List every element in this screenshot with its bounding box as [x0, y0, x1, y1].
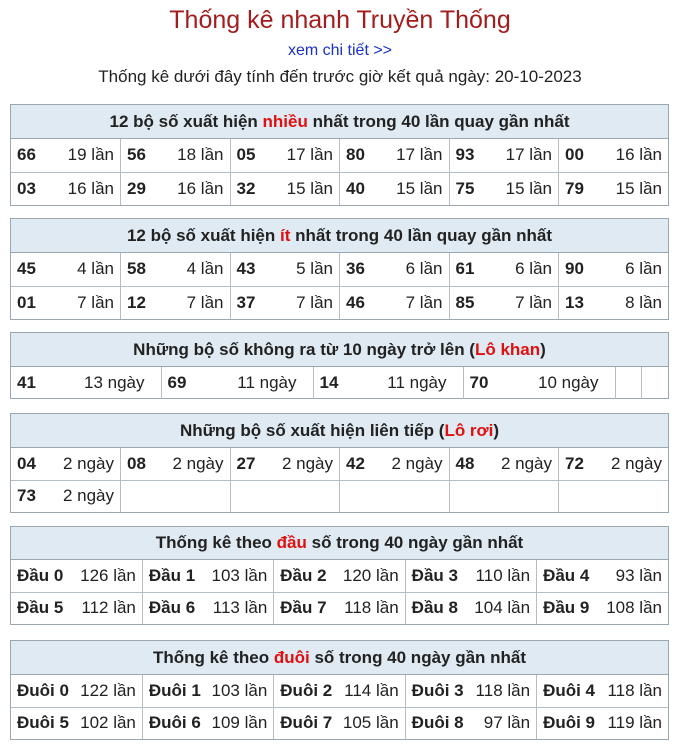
stat-cell-content — [149, 713, 267, 733]
stat-cell-content — [17, 145, 114, 165]
stat-cell — [449, 139, 559, 172]
stat-number: 08 — [127, 453, 146, 473]
header-highlight: ít — [280, 226, 291, 245]
stat-cell — [121, 139, 231, 172]
stat-count: 15 lần — [286, 178, 333, 198]
stat-cell-content — [543, 713, 662, 733]
stat-cell-content — [412, 713, 530, 733]
stat-number: 73 — [17, 486, 36, 506]
stat-cell — [559, 286, 669, 319]
stat-count: 7 lần — [186, 292, 224, 312]
stat-count: 113 lần — [212, 598, 268, 618]
stat-cell-content — [543, 566, 662, 586]
stat-cell — [405, 592, 536, 624]
stat-count: 16 lần — [67, 178, 114, 198]
stat-count: 17 lần — [505, 145, 552, 165]
stat-count: 103 lần — [211, 565, 268, 585]
stat-number: Đầu 0 — [17, 565, 64, 585]
stat-number: Đầu 7 — [280, 598, 327, 618]
header-text: nhất trong 40 lần quay gần nhất — [307, 112, 570, 131]
stat-count: 16 lần — [615, 145, 662, 165]
stats-table — [11, 675, 668, 739]
stat-number: Đuôi 8 — [411, 713, 464, 733]
stat-number: Đuôi 6 — [148, 713, 201, 733]
table-row — [11, 592, 668, 624]
stat-count: 119 lần — [607, 713, 662, 733]
header-text: Thống kê theo — [155, 533, 277, 552]
stat-count: 110 lần — [475, 565, 531, 585]
stat-cell-content — [168, 373, 307, 393]
stat-count: 7 lần — [405, 292, 443, 312]
stat-cell — [449, 172, 559, 205]
stat-cell-content — [17, 293, 114, 313]
stat-count: 13 ngày — [84, 373, 145, 392]
header-text: Thống kê theo — [152, 648, 274, 667]
stat-cell — [142, 675, 273, 707]
stat-number: Đầu 8 — [411, 598, 458, 618]
stat-count: 103 lần — [211, 680, 268, 700]
stat-cell — [559, 139, 669, 172]
dau-section — [10, 526, 669, 625]
stat-count: 118 lần — [607, 680, 662, 700]
table-row — [11, 675, 668, 707]
stat-cell-content — [17, 373, 155, 393]
stat-number: 43 — [236, 259, 256, 279]
stat-cell — [11, 448, 121, 480]
stat-number: Đầu 3 — [411, 565, 458, 585]
stat-cell-content — [237, 179, 334, 199]
stat-number: 13 — [565, 292, 584, 312]
stat-number: Đầu 6 — [148, 598, 196, 618]
duoi-section — [10, 640, 669, 740]
stat-number: 00 — [565, 145, 584, 165]
stat-count: 112 lần — [81, 598, 136, 618]
stat-cell — [11, 675, 142, 707]
section-header — [11, 105, 668, 139]
stat-cell — [537, 675, 668, 707]
section-header — [11, 333, 668, 367]
stat-cell — [537, 707, 668, 739]
stat-cell-content — [346, 145, 443, 165]
stat-cell-content — [17, 598, 136, 618]
stat-count: 7 lần — [515, 292, 552, 312]
stat-count: 17 lần — [286, 145, 333, 165]
stat-cell — [142, 560, 273, 592]
stat-count: 4 lần — [186, 259, 224, 279]
stat-cell-content — [320, 373, 457, 393]
stat-cell — [449, 253, 559, 286]
stat-cell — [274, 675, 405, 707]
stat-cell-content — [456, 179, 553, 199]
stat-cell-content — [280, 713, 398, 733]
page-title: Thống kê nhanh Truyền Thống — [169, 6, 511, 34]
khan-table — [11, 367, 668, 399]
stats-table — [11, 560, 668, 624]
stat-number: 79 — [565, 178, 584, 198]
header-highlight: nhiều — [262, 112, 308, 131]
stat-count: 11 ngày — [387, 373, 447, 392]
stat-cell-content — [346, 454, 443, 474]
stat-number: 41 — [17, 373, 36, 392]
stat-number: 37 — [236, 292, 256, 312]
stat-cell-content — [127, 454, 224, 474]
stat-cell — [11, 172, 121, 205]
stat-cell-content — [17, 259, 114, 279]
stat-cell — [559, 172, 669, 205]
stat-cell — [11, 139, 121, 172]
header-highlight: đuôi — [273, 648, 310, 667]
table-row — [11, 367, 668, 399]
stat-number: 80 — [346, 145, 365, 165]
stat-cell — [230, 253, 340, 286]
stat-count: 6 lần — [515, 259, 552, 279]
stat-cell-content — [456, 454, 553, 474]
stat-number: Đuôi 1 — [148, 680, 201, 700]
stat-cell-content — [237, 293, 334, 313]
stat-cell-content — [17, 566, 136, 586]
stat-cell — [274, 592, 405, 624]
header-text: ) — [493, 421, 500, 440]
stat-count: 97 lần — [483, 713, 531, 733]
stat-number: 75 — [455, 178, 475, 198]
table-row — [11, 139, 668, 172]
stat-cell-content — [412, 566, 530, 586]
stat-number: 27 — [236, 453, 256, 473]
stat-cell — [559, 253, 669, 286]
header-text: ) — [540, 340, 546, 359]
stat-cell — [274, 707, 405, 739]
stat-cell-content — [565, 179, 662, 199]
stat-count: 108 lần — [606, 598, 662, 618]
stat-cell-content — [280, 566, 398, 586]
stat-cell-content — [565, 293, 662, 313]
stat-cell-content — [565, 145, 662, 165]
stat-cell — [405, 675, 536, 707]
stat-cell-content — [127, 293, 224, 313]
stat-cell — [449, 448, 559, 480]
stat-cell — [230, 139, 340, 172]
table-row — [11, 560, 668, 592]
stat-cell-content — [17, 681, 136, 701]
stat-cell — [340, 448, 450, 480]
stat-count: 2 ngày — [500, 453, 552, 473]
stat-cell — [405, 707, 536, 739]
header-text: Những bộ số xuất hiện liên tiếp ( — [179, 421, 445, 440]
stat-cell-content — [237, 259, 334, 279]
table-row — [11, 286, 668, 319]
header-highlight: đầu — [276, 533, 307, 552]
stat-cell — [142, 707, 273, 739]
lo-khan-section — [10, 332, 669, 399]
stat-number: 29 — [127, 178, 146, 198]
stat-cell — [11, 286, 121, 319]
stat-cell-content — [456, 145, 553, 165]
stat-number: 05 — [236, 145, 256, 165]
stat-count: 93 lần — [615, 565, 662, 585]
stat-cell — [230, 172, 340, 205]
stat-number: Đuôi 7 — [280, 713, 333, 733]
stat-cell-content — [127, 145, 224, 165]
stat-count: 104 lần — [474, 598, 531, 618]
stat-cell — [313, 367, 463, 399]
stat-number: 42 — [346, 453, 365, 473]
stat-number: Đuôi 4 — [543, 680, 596, 700]
stat-cell-content — [543, 598, 662, 618]
stat-cell — [121, 172, 231, 205]
stat-count: 2 ngày — [610, 453, 662, 473]
stat-count: 18 lần — [177, 145, 224, 165]
section-header — [11, 219, 668, 253]
table-row — [11, 448, 668, 480]
stat-cell — [537, 592, 668, 624]
stat-number: 01 — [17, 292, 36, 312]
stat-cell — [121, 480, 231, 512]
stat-number: 93 — [455, 145, 475, 165]
header-text: Những bộ số không ra từ 10 ngày trở lên ( — [133, 340, 475, 359]
stat-cell — [559, 480, 669, 512]
stat-count: 126 lần — [80, 565, 136, 585]
stat-cell — [142, 592, 273, 624]
stat-count: 114 lần — [344, 680, 399, 700]
stat-count: 2 ngày — [391, 453, 443, 473]
stat-number: 45 — [17, 259, 36, 279]
stat-cell — [230, 286, 340, 319]
header-text: 12 bộ số xuất hiện — [126, 226, 280, 245]
stat-cell-content — [237, 454, 334, 474]
stat-cell — [11, 480, 121, 512]
stat-cell — [121, 286, 231, 319]
stat-count: 4 lần — [77, 259, 114, 279]
stat-number: 70 — [469, 373, 489, 392]
header-text: số trong 40 ngày gần nhất — [309, 648, 527, 667]
stat-number: 66 — [17, 145, 36, 165]
stat-count: 105 lần — [342, 713, 399, 733]
stat-cell-content — [346, 179, 443, 199]
stat-count: 7 lần — [77, 292, 114, 312]
table-row — [11, 480, 668, 512]
stat-cell — [449, 286, 559, 319]
stat-number: 36 — [346, 259, 365, 279]
stat-number: Đuôi 3 — [411, 680, 464, 700]
stat-count: 2 ngày — [62, 486, 114, 506]
stat-cell — [11, 253, 121, 286]
stat-cell-content — [17, 454, 114, 474]
stat-cell — [161, 367, 313, 399]
stat-count: 6 lần — [625, 259, 662, 279]
stat-count: 120 lần — [342, 565, 399, 585]
stat-count: 118 lần — [475, 680, 531, 700]
stat-cell-content — [470, 373, 609, 393]
stat-number: 12 — [127, 292, 146, 312]
table-row — [11, 253, 668, 286]
stat-cell-content — [346, 293, 443, 313]
stat-count: 15 lần — [505, 178, 552, 198]
stat-cell-content — [149, 566, 267, 586]
stat-cell — [463, 367, 615, 399]
header-highlight: Lô rơi — [444, 421, 494, 440]
stat-cell — [340, 139, 450, 172]
stat-cell — [11, 707, 142, 739]
stat-number: Đầu 2 — [280, 565, 327, 585]
header-text: số trong 40 ngày gần nhất — [306, 533, 524, 552]
stat-cell — [230, 448, 340, 480]
stat-count: 109 lần — [211, 713, 268, 733]
stat-cell — [559, 448, 669, 480]
section-header — [11, 641, 668, 675]
stat-cell — [641, 367, 668, 399]
stat-cell-content — [456, 259, 553, 279]
stat-count: 11 ngày — [237, 373, 297, 392]
stat-cell — [340, 172, 450, 205]
stat-cell-content — [127, 179, 224, 199]
stat-count: 102 lần — [80, 713, 136, 733]
stat-number: 61 — [455, 259, 475, 279]
stat-count: 2 ngày — [62, 453, 114, 473]
stat-number: Đầu 5 — [17, 598, 64, 618]
section-header — [11, 527, 668, 560]
stat-count: 118 lần — [344, 598, 399, 618]
stat-cell — [449, 480, 559, 512]
stat-number: 48 — [455, 453, 475, 473]
stats-table — [11, 253, 668, 319]
stat-number: Đuôi 9 — [543, 713, 596, 733]
stat-cell-content — [237, 145, 334, 165]
stat-number: 72 — [565, 453, 584, 473]
stat-cell-content — [565, 259, 662, 279]
stat-cell — [11, 560, 142, 592]
stat-cell — [340, 286, 450, 319]
stat-cell-content — [17, 713, 136, 733]
stat-count: 122 lần — [80, 680, 136, 700]
stat-cell — [121, 448, 231, 480]
stat-cell — [11, 367, 161, 399]
stat-cell-content — [280, 681, 398, 701]
stat-cell — [405, 560, 536, 592]
stat-number: Đuôi 2 — [280, 680, 333, 700]
header-text: nhất trong 40 lần quay gần nhất — [290, 226, 553, 245]
table-row — [11, 172, 668, 205]
stat-number: 58 — [127, 259, 146, 279]
table-row — [11, 707, 668, 739]
stat-cell-content — [149, 598, 267, 618]
stat-number: Đầu 1 — [148, 565, 196, 585]
page-subtitle: Thống kê dưới đây tính đến trước giờ kết quả ngày: 20-10-2023 — [98, 67, 582, 86]
stat-cell — [230, 480, 340, 512]
stat-number: 14 — [319, 373, 339, 392]
stat-count: 19 lần — [67, 145, 114, 165]
stat-cell-content — [456, 293, 553, 313]
stat-cell — [340, 480, 450, 512]
stat-count: 5 lần — [296, 259, 333, 279]
stat-cell-content — [127, 259, 224, 279]
stat-cell — [274, 560, 405, 592]
stat-count: 2 ngày — [172, 453, 224, 473]
stat-cell-content — [543, 681, 662, 701]
stat-number: 56 — [127, 145, 146, 165]
stat-number: 03 — [17, 178, 36, 198]
lo-roi-section — [10, 413, 669, 513]
stat-count: 15 lần — [396, 178, 443, 198]
stat-cell-content — [149, 681, 267, 701]
stat-number: 69 — [167, 373, 187, 392]
stats-table — [11, 448, 668, 512]
stat-cell-content — [17, 486, 114, 506]
stat-cell-content — [412, 598, 530, 618]
stat-cell — [340, 253, 450, 286]
stat-count: 6 lần — [405, 259, 443, 279]
least-frequent-section — [10, 218, 669, 320]
stat-number: 32 — [236, 178, 256, 198]
stat-cell — [537, 560, 668, 592]
stat-number: Đầu 4 — [543, 565, 590, 585]
header-text: 12 bộ số xuất hiện — [109, 112, 263, 131]
stat-count: 16 lần — [177, 178, 224, 198]
stat-number: 04 — [17, 453, 36, 473]
most-frequent-section — [10, 104, 669, 206]
stat-count: 17 lần — [396, 145, 443, 165]
section-header — [11, 414, 668, 448]
stat-count: 2 ngày — [281, 453, 333, 473]
stat-cell-content — [346, 259, 443, 279]
stat-number: Đầu 9 — [543, 598, 590, 618]
stat-cell-content — [565, 454, 662, 474]
header-highlight: Lô khan — [474, 340, 541, 359]
detail-link[interactable]: xem chi tiết >> — [287, 42, 393, 59]
stat-count: 15 lần — [615, 178, 662, 198]
stat-count: 8 lần — [625, 292, 662, 312]
stat-number: 90 — [565, 259, 584, 279]
stats-table — [11, 139, 668, 205]
stat-cell-content — [412, 681, 530, 701]
stat-cell-content — [280, 598, 398, 618]
stat-count: 10 ngày — [538, 373, 599, 392]
stat-number: 46 — [346, 292, 365, 312]
stat-number: 85 — [455, 292, 475, 312]
stat-cell — [121, 253, 231, 286]
stat-cell — [11, 592, 142, 624]
stat-number: 40 — [346, 178, 365, 198]
stat-cell-content — [17, 179, 114, 199]
stat-count: 7 lần — [296, 292, 333, 312]
stat-number: Đuôi 0 — [17, 680, 69, 700]
stat-cell — [615, 367, 641, 399]
stat-number: Đuôi 5 — [17, 713, 69, 733]
